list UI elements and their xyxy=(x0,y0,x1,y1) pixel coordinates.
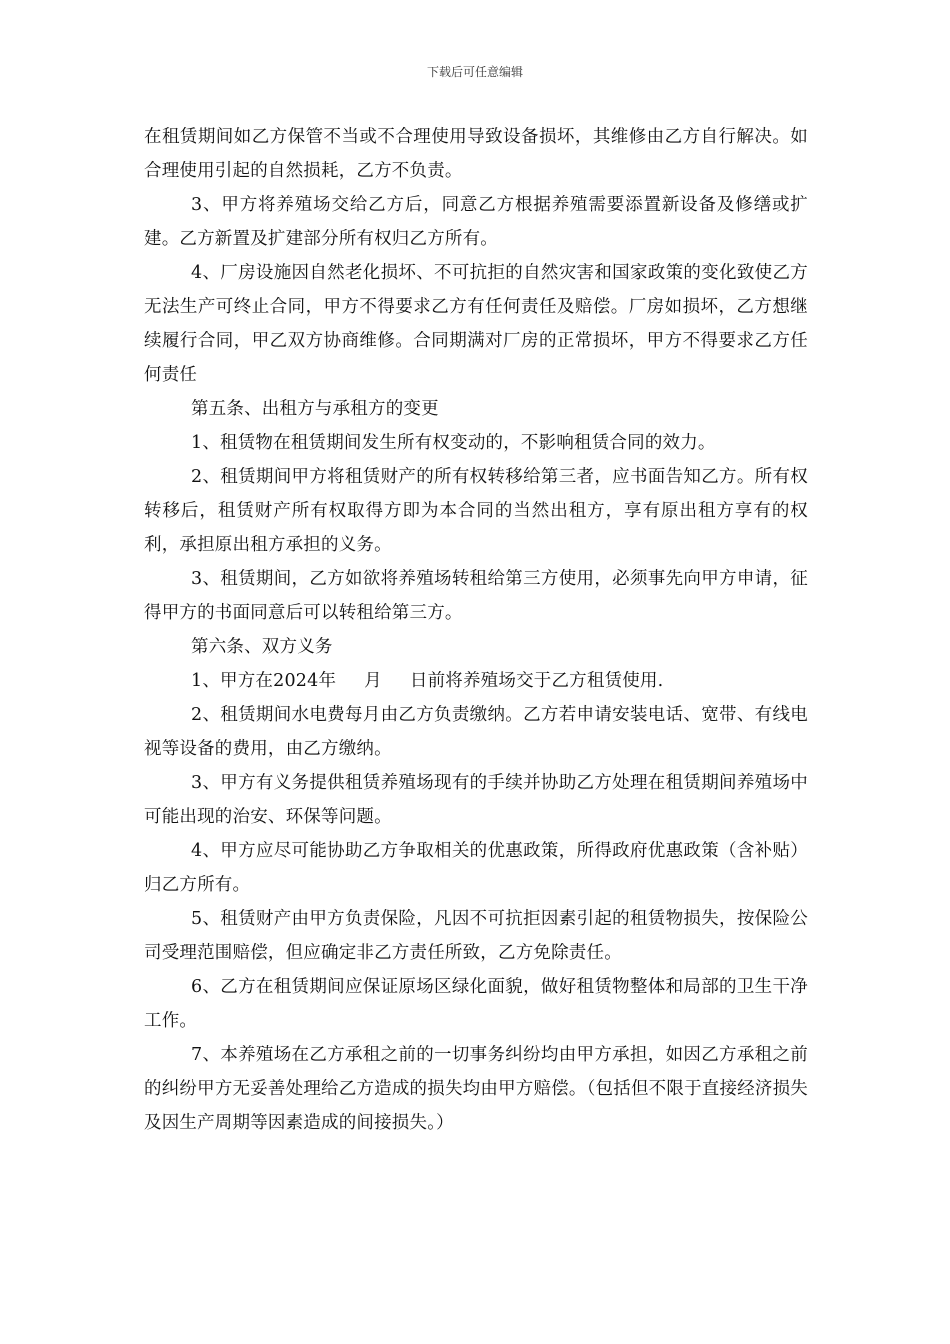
date-line-month: 月 xyxy=(364,671,382,691)
section-heading-article-6: 第六条、双方义务 xyxy=(191,637,333,657)
paragraph-article-6-item-6: 6、乙方在租赁期间应保证原场区绿化面貌，做好租赁物整体和局部的卫生干净工作。 xyxy=(144,977,808,1031)
date-line-suffix: 日前将养殖场交于乙方租赁使用. xyxy=(409,671,664,691)
paragraph-article-6-item-2: 2、租赁期间水电费每月由乙方负责缴纳。乙方若申请安装电话、宽带、有线电视等设备的费用，由乙方缴纳。 xyxy=(144,705,808,759)
paragraph-article-5-item-2: 2、租赁期间甲方将租赁财产的所有权转移给第三者，应书面告知乙方。所有权转移后，租赁财产所有权取得方即为本合同的当然出租方，享有原出租方享有的权利，承担原出租方承担的义务。 xyxy=(144,467,808,555)
paragraph-article-5-item-3: 3、租赁期间，乙方如欲将养殖场转租给第三方使用，必须事先向甲方申请，征得甲方的书面同意后可以转租给第三方。 xyxy=(144,569,808,623)
paragraph-damage-maintenance: 在租赁期间如乙方保管不当或不合理使用导致设备损坏，其维修由乙方自行解决。如合理使用引起的自然损耗，乙方不负责。 xyxy=(144,127,808,181)
paragraph-clause-3-equipment: 3、甲方将养殖场交给乙方后，同意乙方根据养殖需要添置新设备及修缮或扩建。乙方新置及扩建部分所有权归乙方所有。 xyxy=(144,195,808,249)
page-header: 下载后可任意编辑 xyxy=(426,65,523,79)
section-heading-article-5: 第五条、出租方与承租方的变更 xyxy=(191,399,439,419)
paragraph-article-6-item-5: 5、租赁财产由甲方负责保险，凡因不可抗拒因素引起的租赁物损失，按保险公司受理范围赔偿，但应确定非乙方责任所致，乙方免除责任。 xyxy=(144,909,808,963)
paragraph-clause-4-facility-damage: 4、厂房设施因自然老化损坏、不可抗拒的自然灾害和国家政策的变化致使乙方无法生产可终止合同，甲方不得要求乙方有任何责任及赔偿。厂房如损坏，乙方想继续履行合同，甲乙双方协商维修。合同期满对厂房的正常损坏，甲方不得要求乙方任何责任 xyxy=(144,263,808,385)
paragraph-article-5-item-1: 1、租赁物在租赁期间发生所有权变动的，不影响租赁合同的效力。 xyxy=(191,433,716,453)
paragraph-article-6-item-4: 4、甲方应尽可能协助乙方争取相关的优惠政策，所得政府优惠政策（含补贴）归乙方所有。 xyxy=(144,841,808,895)
date-line-prefix: 1、甲方在2024年 xyxy=(191,671,337,691)
paragraph-article-6-item-3: 3、甲方有义务提供租赁养殖场现有的手续并协助乙方处理在租赁期间养殖场中可能出现的治安、环保等问题。 xyxy=(144,773,808,827)
document-body xyxy=(144,120,808,1140)
paragraph-article-6-item-7: 7、本养殖场在乙方承租之前的一切事务纠纷均由甲方承担，如因乙方承租之前的纠纷甲方无妥善处理给乙方造成的损失均由甲方赔偿。（包括但不限于直接经济损失及因生产周期等因素造成的间接损失。） xyxy=(144,1045,808,1133)
paragraph-article-6-item-1-date xyxy=(144,664,808,698)
